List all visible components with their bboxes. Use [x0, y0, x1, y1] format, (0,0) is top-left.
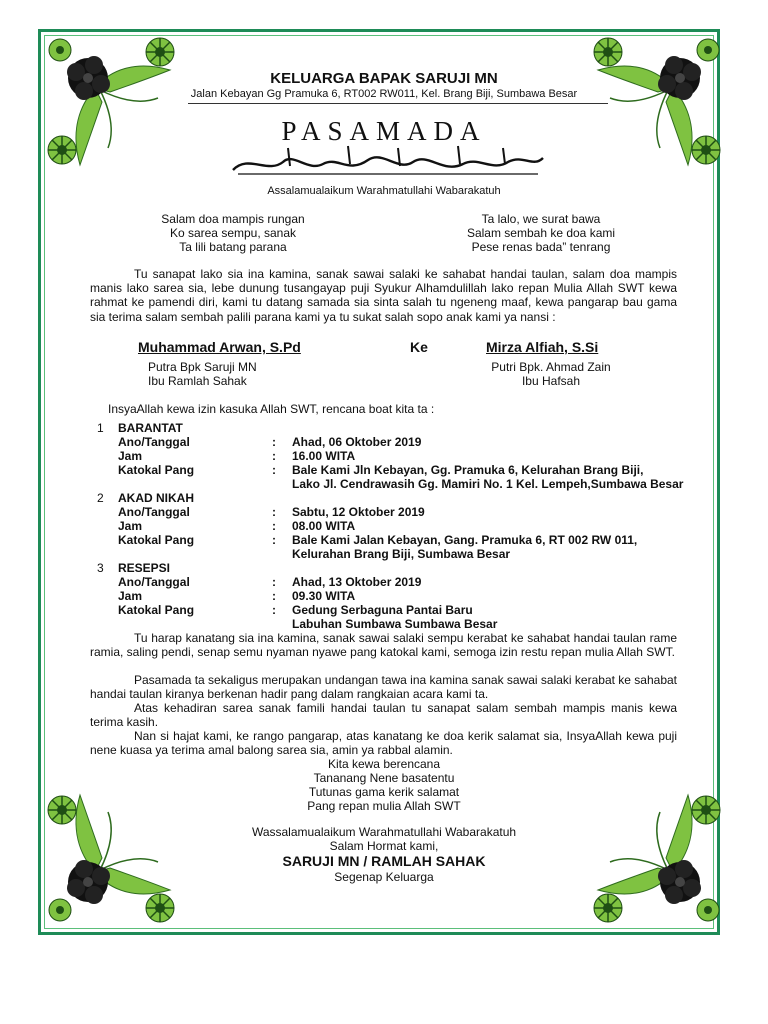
event-value: 16.00 WITA: [292, 449, 356, 463]
event-value: Lako Jl. Cendrawasih Gg. Mamiri No. 1 Kel. Lempeh,Sumbawa Besar: [292, 477, 684, 491]
parent-line: Putri Bpk. Ahmad Zain: [491, 360, 611, 374]
event-value: Sabtu, 12 Oktober 2019: [292, 505, 425, 519]
signatories: SARUJI MN / RAMLAH SAHAK: [282, 853, 486, 869]
event-number: 3: [97, 561, 104, 575]
event-label: Katokal Pang: [118, 603, 195, 617]
floral-corner-top-left: [40, 30, 190, 180]
event-separator: :: [272, 463, 276, 477]
verse-line: Tutunas gama kerik salamat: [308, 785, 460, 799]
poem-right: [426, 212, 656, 254]
body-paragraph: Pasamada ta sekaligus merupakan undangan tawa ina kamina sanak sawai salaki kerabat ke sahabat handai taulan kiranya berkenan hadir pang dalam rangkaian acara kami ta.: [90, 673, 677, 702]
opening-greeting: Assalamualaikum Warahmatullahi Wabarakatuh: [267, 185, 501, 197]
family-heading: KELUARGA BAPAK SARUJI MN: [270, 70, 498, 87]
bride-name: Mirza Alfiah, S.Si: [486, 339, 599, 355]
body-paragraph: Atas kehadiran sarea sanak famili handai taulan tu sanapat salam sembah mampis manis kewa terima kasih.: [90, 701, 677, 730]
body-paragraph: Tu harap kanatang sia ina kamina, sanak sawai salaki sempu kerabat ke sahabat handai taulan rame ramia, saling pendi, senap semu nyaman nyawe pang katokal kami, semoga izin restu repan mulia Allah SWT.: [90, 631, 677, 660]
event-title: BARANTAT: [118, 421, 183, 435]
event-title: AKAD NIKAH: [118, 491, 194, 505]
event-label: Ano/Tanggal: [118, 435, 190, 449]
event-title: RESEPSI: [118, 561, 171, 575]
event-number: 2: [97, 491, 104, 505]
event-separator: :: [272, 519, 276, 533]
event-value: Bale Kami Jalan Kebayan, Gang. Pramuka 6, RT 002 RW 011,: [292, 533, 638, 547]
event-separator: :: [272, 505, 276, 519]
body-paragraph: Nan si hajat kami, ke rango pangarap, atas kanatang ke doa kerik salamat sia, InsyaAllah kewa puji nene kuasa ya terima amal balong sarea sia, amin ya rabbal alamin.: [90, 729, 677, 758]
event-label: Jam: [118, 519, 143, 533]
opening-paragraph: Tu sanapat lako sia ina kamina, sanak sawai salaki ke sahabat handai taulan, salam doa mampis manis lako sarea sia, lebe dunung tusangayap puji Syukur Alhamdulillah lako repan Mulia Allah SWT kewa rahmat ke pamendi diri, kami tu datang samada sia sinta salah tu ngeneng maaf, kewa pangarap bau gama sia terima salam sembah palili parana kami ya tu sukat salah sopo anak kami ya nansi :: [90, 267, 677, 324]
verse-line: Kita kewa berencana: [327, 757, 441, 771]
poem-line: Pese renas bada” tenrang: [471, 240, 611, 254]
parent-line: Putra Bpk Saruji MN: [148, 360, 257, 374]
event-separator: :: [272, 589, 276, 603]
bismillah-calligraphy: [228, 144, 548, 178]
event-value: Labuhan Sumbawa Sumbawa Besar: [292, 617, 498, 631]
event-value: Ahad, 06 Oktober 2019: [292, 435, 422, 449]
event-separator: :: [272, 603, 276, 617]
verse-line: Pang repan mulia Allah SWT: [307, 799, 461, 813]
event-label: Katokal Pang: [118, 463, 195, 477]
bride-parents: [486, 360, 616, 388]
couple-connector: Ke: [410, 339, 428, 355]
poem-line: Ta lalo, we surat bawa: [481, 212, 601, 226]
event-label: Jam: [118, 589, 143, 603]
closing-verse: [0, 757, 768, 813]
floral-corner-top-right: [578, 30, 728, 180]
closing-greeting: Wassalamualaikum Warahmatullahi Wabarakatuh: [251, 825, 517, 839]
event-value: Kelurahan Brang Biji, Sumbawa Besar: [292, 547, 511, 561]
poem-line: Ko sarea sempu, sanak: [169, 226, 297, 240]
event-value: 08.00 WITA: [292, 519, 356, 533]
event-value: Bale Kami Jln Kebayan, Gg. Pramuka 6, Kelurahan Brang Biji,: [292, 463, 644, 477]
family-address: Jalan Kebayan Gg Pramuka 6, RT002 RW011, Kel. Brang Biji, Sumbawa Besar: [190, 88, 578, 100]
poem-line: Salam doa mampis rungan: [161, 212, 305, 226]
event-label: Jam: [118, 449, 143, 463]
event-value: Ahad, 13 Oktober 2019: [292, 575, 422, 589]
event-separator: :: [272, 575, 276, 589]
groom-parents: [148, 360, 257, 388]
event-value: Gedung Serbaguna Pantai Baru: [292, 603, 473, 617]
event-separator: :: [272, 449, 276, 463]
event-label: Ano/Tanggal: [118, 505, 190, 519]
event-label: Katokal Pang: [118, 533, 195, 547]
groom-name: Muhammad Arwan, S.Pd: [138, 339, 301, 355]
closing-family: Segenap Keluarga: [334, 870, 434, 884]
parent-line: Ibu Hafsah: [521, 374, 581, 388]
schedule-intro: InsyaAllah kewa izin kasuka Allah SWT, rencana boat kita ta :: [108, 402, 435, 416]
verse-line: Tananang Nene basatentu: [313, 771, 455, 785]
invitation-title: PASAMADA: [281, 116, 487, 146]
event-label: Ano/Tanggal: [118, 575, 190, 589]
poem-left: [118, 212, 348, 254]
event-separator: :: [272, 533, 276, 547]
parent-line: Ibu Ramlah Sahak: [148, 374, 247, 388]
event-value: 09.30 WITA: [292, 589, 356, 603]
event-number: 1: [97, 421, 104, 435]
poem-line: Salam sembah ke doa kami: [466, 226, 616, 240]
header-divider: [188, 103, 608, 104]
poem-line: Ta lili batang parana: [179, 240, 287, 254]
closing-respect: Salam Hormat kami,: [329, 839, 439, 853]
event-separator: :: [272, 435, 276, 449]
